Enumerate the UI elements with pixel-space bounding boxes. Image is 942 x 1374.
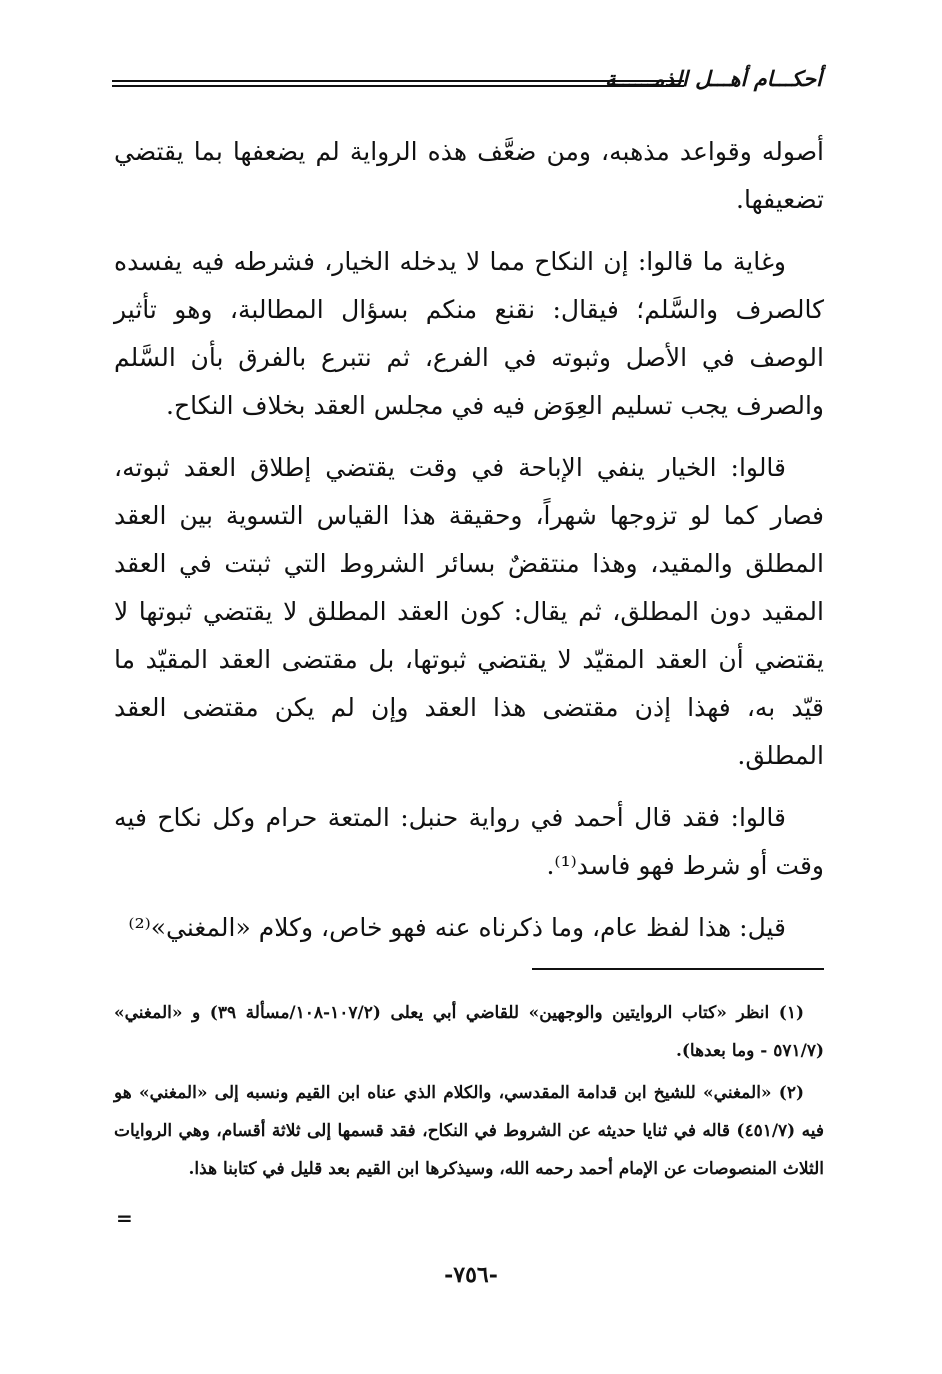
paragraph: قيل: هذا لفظ عام، وما ذكرناه عنه فهو خاص، وكلام «المغني»⁽²⁾: [128, 913, 786, 942]
footnote: (٢) «المغني» للشيخ ابن قدامة المقدسي، والكلام الذي عناه ابن القيم ونسبه إلى «المغني» هو فيه (٤٥١/٧) قاله في ثنايا حديثه عن الشروط في النكاح، فقد قسمها إلى ثلاثة أقسام، وهي الروايات الثلاث المنصوصات عن الإمام أحمد رحمه الله، وسيذكرها ابن القيم بعد قليل في كتابنا هذا.: [114, 1083, 824, 1179]
continuation-mark: =: [116, 1206, 133, 1230]
paragraph: قالوا: فقد قال أحمد في رواية حنبل: المتعة حرام وكل نكاح فيه وقت أو شرط فهو فاسد⁽¹⁾.: [114, 803, 824, 880]
page-number: -٧٥٦-: [444, 1262, 498, 1288]
main-text: [114, 128, 824, 966]
footnote: (١) انظر «كتاب الروايتين والوجهين» للقاضي أبي يعلى (١٠٧/٢-١٠٨/مسألة ٣٩) و «المغني» (٥٧١/٧ - وما بعدها).: [114, 1003, 824, 1061]
header-double-rule: [112, 80, 684, 87]
footnotes: [114, 994, 824, 1192]
running-header: [112, 66, 822, 96]
paragraph: وغاية ما قالوا: إن النكاح مما لا يدخله الخيار، فشرطه فيه يفسده كالصرف والسَّلم؛ فيقال: نقنع منكم بسؤال المطالبة، وهو تأثير الوصف في الأصل وثبوته في الفرع، ثم نتبرع بالفرق بأن السَّلم والصرف يجب تسليم العِوَض فيه في مجلس العقد بخلاف النكاح.: [114, 247, 824, 420]
book-title: أحكـــام أهـــل الذمــــــة: [605, 66, 822, 91]
footnote-separator: [532, 968, 824, 970]
paragraph: أصوله وقواعد مذهبه، ومن ضعَّف هذه الرواية لم يضعفها بما يقتضي تضعيفها.: [114, 137, 824, 214]
paragraph: قالوا: الخيار ينفي الإباحة في وقت يقتضي إطلاق العقد ثبوته، فصار كما لو تزوجها شهراً، وحقيقة هذا القياس التسوية بين العقد المطلق والمقيد، وهذا منتقضٌ بسائر الشروط التي ثبتت في العقد المقيد دون المطلق، ثم يقال: كون العقد المطلق لا يقتضي ثبوتها لا يقتضي أن العقد المقيّد لا يقتضي ثبوتها، بل مقتضى العقد المقيّد ما قيّد به، فهذا إذن مقتضى هذا العقد وإن لم يكن مقتضى العقد المطلق.: [114, 453, 824, 770]
